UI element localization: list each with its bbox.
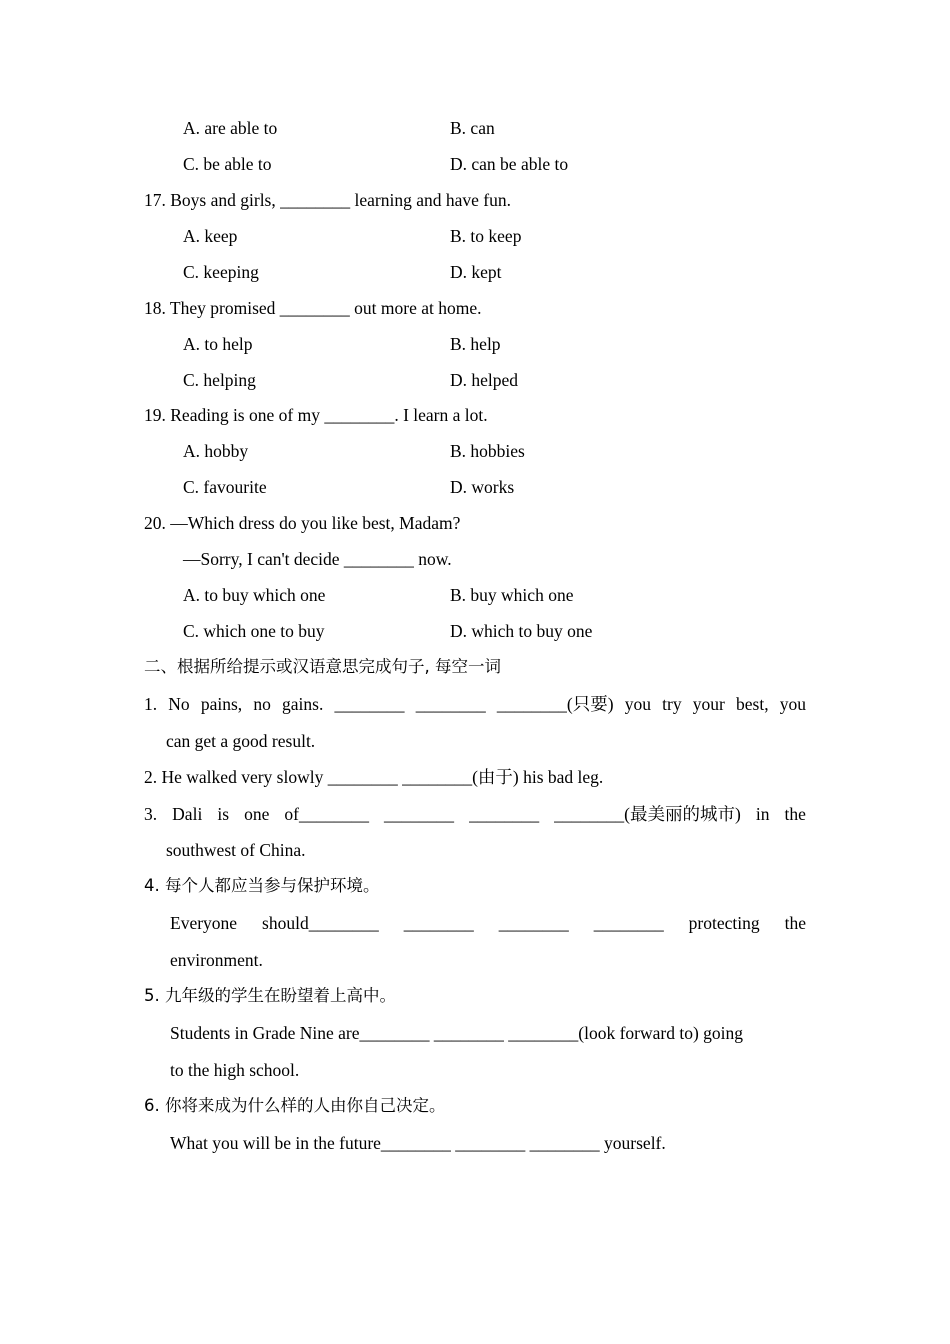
fill-item-3-continued: southwest of China. [166, 840, 306, 860]
blank: ________ [498, 913, 569, 933]
word: pains, [200, 694, 243, 714]
q17-option-a: A. keep [183, 226, 238, 246]
word: best, [736, 694, 769, 714]
question-18-stem: 18. They promised ________ out more at home. [144, 298, 482, 318]
word: you [624, 694, 651, 714]
question-17-stem: 17. Boys and girls, ________ learning and have fun. [144, 190, 511, 210]
blank-with-hint: ________(最美丽的城市) [554, 804, 741, 824]
word: the [784, 804, 806, 824]
q16-option-a: A. are able to [183, 118, 278, 138]
word: no [253, 694, 271, 714]
word: 3. [144, 804, 158, 824]
word: the [784, 913, 806, 933]
fill-item-3 [144, 803, 806, 825]
fill-item-4 [170, 912, 806, 934]
blank: ________ [415, 694, 486, 714]
word: your [692, 694, 725, 714]
blank: ________ [384, 804, 455, 824]
q19-option-d: D. works [450, 477, 515, 497]
fill-item-1-continued: can get a good result. [166, 731, 316, 751]
word: you [779, 694, 806, 714]
section-2-heading: 二、根据所给提示或汉语意思完成句子, 每空一词 [144, 657, 501, 676]
word: in [755, 804, 770, 824]
q17-option-b: B. to keep [450, 226, 522, 246]
q18-option-b: B. help [450, 334, 501, 354]
q20-option-a: A. to buy which one [183, 585, 326, 605]
question-20-reply: —Sorry, I can't decide ________ now. [183, 549, 452, 569]
fill-item-5-continued: to the high school. [170, 1060, 300, 1080]
q19-option-a: A. hobby [183, 441, 249, 461]
q20-option-d: D. which to buy one [450, 621, 593, 641]
q18-option-c: C. helping [183, 370, 256, 390]
q17-option-c: C. keeping [183, 262, 259, 282]
word: one [244, 804, 270, 824]
q18-option-a: A. to help [183, 334, 253, 354]
q20-option-b: B. buy which one [450, 585, 574, 605]
word: try [662, 694, 682, 714]
question-20-stem: 20. —Which dress do you like best, Madam? [144, 513, 461, 533]
fill-item-5: Students in Grade Nine are________ ________ ________(look forward to) going [170, 1023, 744, 1043]
q18-option-d: D. helped [450, 370, 519, 390]
word: No [168, 694, 190, 714]
q17-option-d: D. kept [450, 262, 502, 282]
word: 1. [144, 694, 158, 714]
word: gains. [282, 694, 324, 714]
q16-option-b: B. can [450, 118, 495, 138]
q19-option-b: B. hobbies [450, 441, 525, 461]
fill-item-6: What you will be in the future________ ________ ________ yourself. [170, 1133, 666, 1153]
blank-with-hint: ________(只要) [496, 694, 614, 714]
fill-item-2: 2. He walked very slowly ________ ________(由于) his bad leg. [144, 767, 604, 787]
fill-item-5-chinese: 5. 九年级的学生在盼望着上高中。 [144, 986, 396, 1005]
word: Dali [172, 804, 203, 824]
word: Everyone [170, 913, 238, 933]
fill-item-6-chinese: 6. 你将来成为什么样的人由你自己决定。 [144, 1096, 446, 1115]
word: protecting [688, 913, 760, 933]
word: should________ [262, 913, 379, 933]
fill-item-4-continued: environment. [170, 950, 263, 970]
q20-option-c: C. which one to buy [183, 621, 325, 641]
word: is [217, 804, 230, 824]
q16-option-c: C. be able to [183, 154, 272, 174]
blank: of________ [284, 804, 369, 824]
q19-option-c: C. favourite [183, 477, 267, 497]
q16-option-d: D. can be able to [450, 154, 569, 174]
blank: ________ [593, 913, 664, 933]
blank: ________ [469, 804, 540, 824]
question-19-stem: 19. Reading is one of my ________. I learn a lot. [144, 405, 488, 425]
fill-item-4-chinese: 4. 每个人都应当参与保护环境。 [144, 876, 380, 895]
blank: ________ [334, 694, 405, 714]
fill-item-1 [144, 693, 806, 715]
blank: ________ [403, 913, 474, 933]
